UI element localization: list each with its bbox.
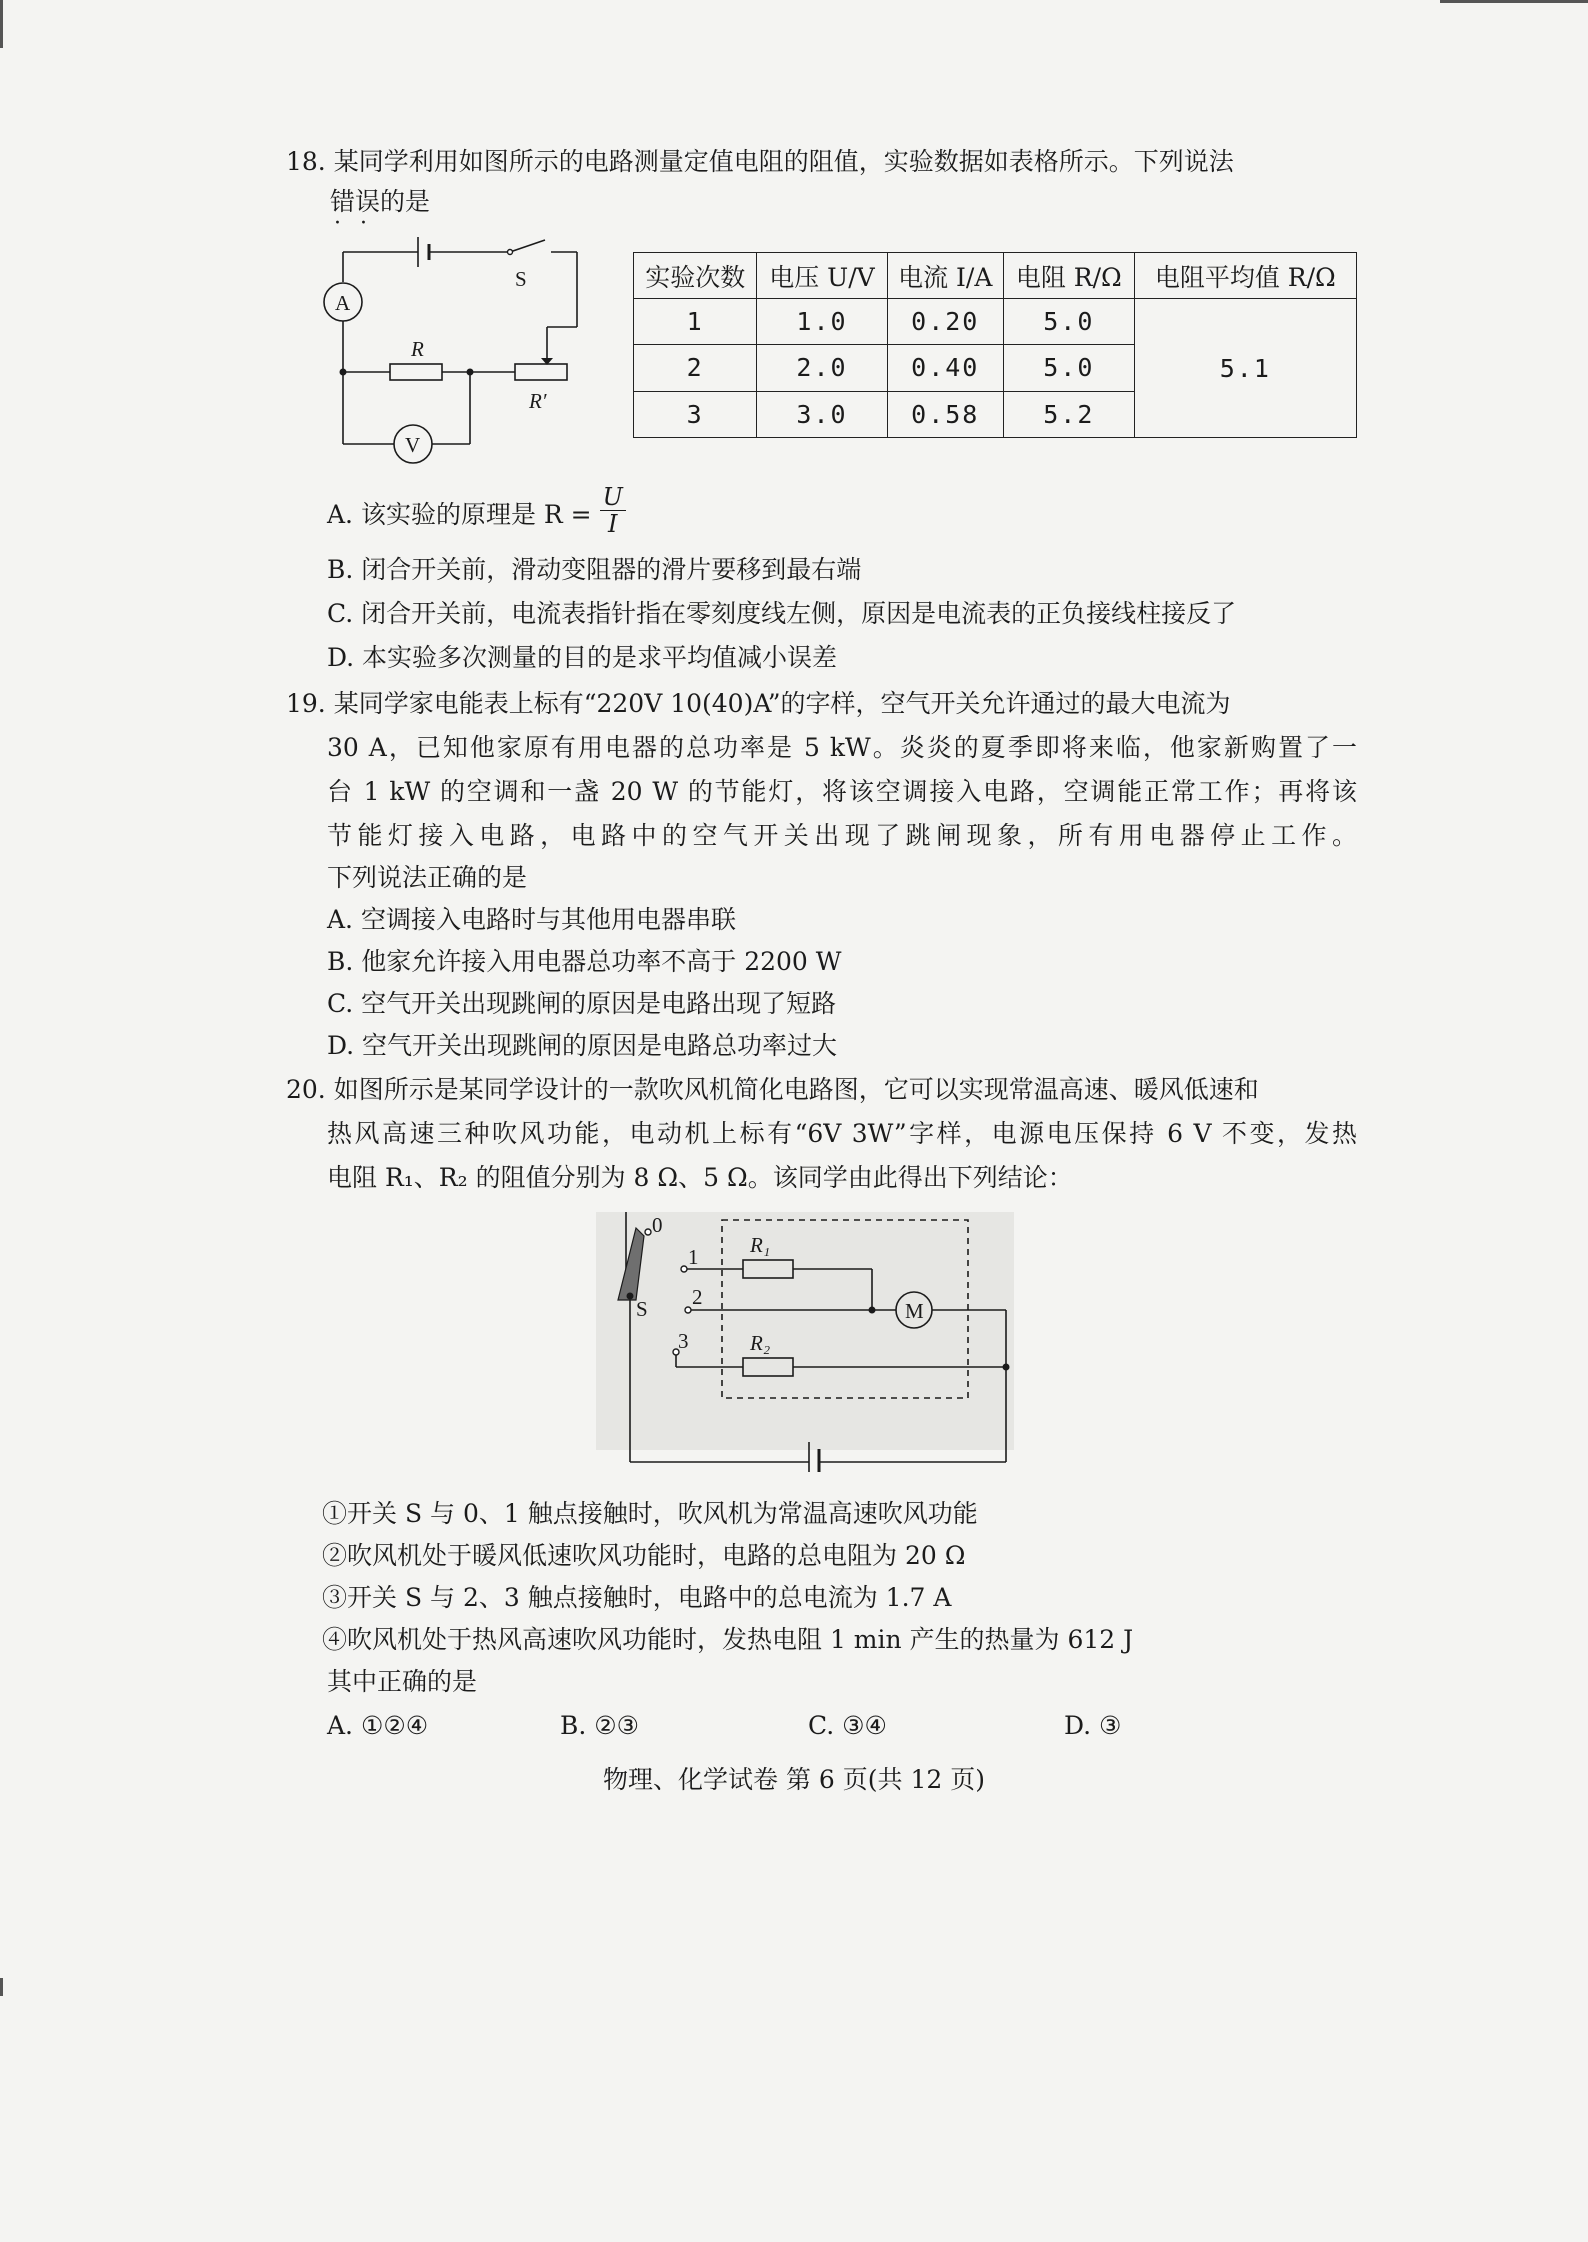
scan-edge-mark bbox=[0, 0, 3, 48]
q20-statement-2: ②吹风机处于暖风低速吹风功能时，电路的总电阻为 20 Ω bbox=[322, 1541, 966, 1570]
q20-statement-3: ③开关 S 与 2、3 触点接触时，电路中的总电流为 1.7 A bbox=[322, 1583, 952, 1612]
q20-statement-1: ①开关 S 与 0、1 触点接触时，吹风机为常温高速吹风功能 bbox=[322, 1499, 978, 1528]
fraction-numerator: U bbox=[600, 484, 626, 511]
r2-label: R₂ bbox=[750, 1331, 771, 1355]
table-cell: 5.0 bbox=[1004, 345, 1135, 391]
table-cell: 3 bbox=[634, 391, 757, 437]
switch-label: S bbox=[636, 1297, 648, 1321]
motor-label: M bbox=[905, 1299, 924, 1323]
page-footer: 物理、化学试卷 第 6 页(共 12 页) bbox=[603, 1765, 985, 1794]
q20-option-d: D. ③ bbox=[1064, 1711, 1122, 1740]
q19-option-a: A. 空调接入电路时与其他用电器串联 bbox=[327, 905, 736, 934]
q19-stem-line5: 下列说法正确的是 bbox=[327, 863, 528, 892]
q19-option-b: B. 他家允许接入用电器总功率不高于 2200 W bbox=[327, 947, 842, 976]
ammeter-label: A bbox=[335, 291, 351, 315]
table-cell: 0.58 bbox=[887, 391, 1003, 437]
q19-stem-line2: 30 A，已知他家原有用电器的总功率是 5 kW。炎炎的夏季即将来临，他家新购置了一 bbox=[327, 733, 1357, 762]
q18-stem-line1: 18. 某同学利用如图所示的电路测量定值电阻的阻值，实验数据如表格所示。下列说法 bbox=[286, 147, 1234, 176]
table-header: 电压 U/V bbox=[757, 253, 887, 299]
table-cell: 0.20 bbox=[887, 299, 1003, 345]
q19-stem-line4: 节能灯接入电路，电路中的空气开关出现了跳闸现象，所有用电器停止工作。 bbox=[327, 821, 1357, 850]
r1-label: R₁ bbox=[750, 1233, 771, 1257]
q19-option-d: D. 空气开关出现跳闸的原因是电路总功率过大 bbox=[327, 1031, 838, 1060]
table-cell: 5.0 bbox=[1004, 299, 1135, 345]
q18-data-table bbox=[633, 252, 1357, 438]
q20-stem-line1: 20. 如图所示是某同学设计的一款吹风机简化电路图，它可以实现常温高速、暖风低速和 bbox=[286, 1075, 1259, 1104]
q20-stem-line3: 电阻 R₁、R₂ 的阻值分别为 8 Ω、5 Ω。该同学由此得出下列结论： bbox=[327, 1163, 1073, 1192]
contact-2-label: 2 bbox=[692, 1285, 703, 1309]
table-average-cell: 5.1 bbox=[1134, 299, 1356, 438]
q19-stem-line1: 19. 某同学家电能表上标有“220V 10(40)A”的字样，空气开关允许通过的最大电流为 bbox=[286, 689, 1231, 718]
table-cell: 2.0 bbox=[757, 345, 887, 391]
rheostat-label: R′ bbox=[529, 389, 547, 413]
switch-label: S bbox=[515, 267, 527, 291]
q20-statement-4: ④吹风机处于热风高速吹风功能时，发热电阻 1 min 产生的热量为 612 J bbox=[322, 1625, 1134, 1654]
table-cell: 0.40 bbox=[887, 345, 1003, 391]
contact-3-label: 3 bbox=[678, 1329, 689, 1353]
table-row bbox=[634, 299, 1357, 345]
q18-circuit-diagram bbox=[315, 222, 595, 472]
table-header: 实验次数 bbox=[634, 253, 757, 299]
table-header: 电阻 R/Ω bbox=[1004, 253, 1135, 299]
q20-option-b: B. ②③ bbox=[560, 1711, 640, 1740]
q20-option-c: C. ③④ bbox=[808, 1711, 887, 1740]
q19-option-c: C. 空气开关出现跳闸的原因是电路出现了短路 bbox=[327, 989, 837, 1018]
q20-option-a: A. ①②④ bbox=[327, 1711, 429, 1740]
table-cell: 2 bbox=[634, 345, 757, 391]
voltmeter-label: V bbox=[405, 433, 421, 457]
resistor-label: R bbox=[411, 337, 424, 361]
scan-edge-mark bbox=[0, 1978, 3, 1996]
q18-option-a bbox=[327, 483, 626, 543]
q20-which: 其中正确的是 bbox=[327, 1667, 478, 1696]
fraction-u-over-i bbox=[600, 484, 626, 537]
contact-1-label: 1 bbox=[688, 1245, 699, 1269]
table-header: 电阻平均值 R/Ω bbox=[1134, 253, 1356, 299]
table-header: 电流 I/A bbox=[887, 253, 1003, 299]
q18-option-c: C. 闭合开关前，电流表指针指在零刻度线左侧，原因是电流表的正负接线柱接反了 bbox=[327, 599, 1237, 628]
table-cell: 3.0 bbox=[757, 391, 887, 437]
q18-option-a-text: A. 该实验的原理是 R = bbox=[327, 500, 592, 529]
contact-0-label: 0 bbox=[652, 1213, 663, 1237]
table-cell: 1 bbox=[634, 299, 757, 345]
scan-edge-mark bbox=[1440, 0, 1588, 3]
fraction-denominator: I bbox=[607, 510, 618, 538]
table-cell: 1.0 bbox=[757, 299, 887, 345]
q18-option-b: B. 闭合开关前，滑动变阻器的滑片要移到最右端 bbox=[327, 555, 862, 584]
table-cell: 5.2 bbox=[1004, 391, 1135, 437]
q20-stem-line2: 热风高速三种吹风功能，电动机上标有“6V 3W”字样，电源电压保持 6 V 不变，发热 bbox=[327, 1119, 1357, 1148]
q19-stem-line3: 台 1 kW 的空调和一盏 20 W 的节能灯，将该空调接入电路，空调能正常工作；再将该 bbox=[327, 777, 1357, 806]
q18-stem-line2: 错误的是 · · bbox=[330, 184, 1588, 220]
q20-circuit-diagram bbox=[596, 1212, 1016, 1472]
q18-option-d: D. 本实验多次测量的目的是求平均值减小误差 bbox=[327, 643, 838, 672]
